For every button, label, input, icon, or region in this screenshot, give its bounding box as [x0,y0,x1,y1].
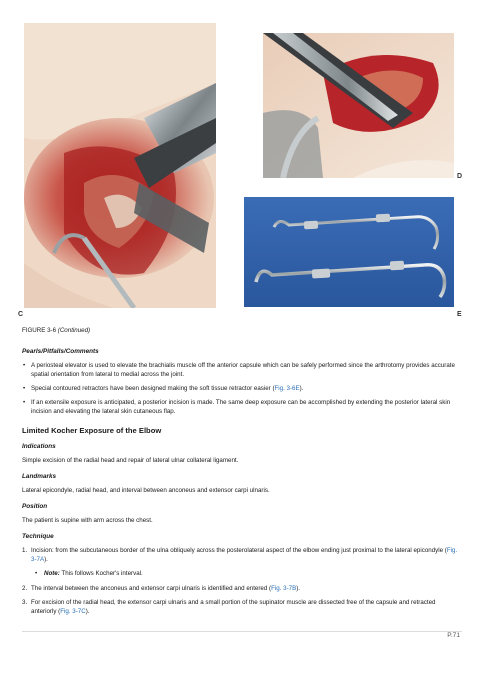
caption-label: FIGURE 3-6 [22,327,57,334]
body-content [22,347,462,621]
landmarks-text: Lateral epicondyle, radial head, and interval between anconeus and extensor carpi ulnaris. [22,487,270,494]
technique-steps [22,546,462,616]
position-text: The patient is supine with arm across the chest. [22,517,153,524]
list-item-text: Special contoured retractors have been designed making the soft tissue retractor easier ( [31,385,275,392]
step-text: The interval between the anconeus and extensor carpi ulnaris is identified and entered ( [31,585,272,592]
indications-text: Simple excision of the radial head and repair of lateral ulnar collateral ligament. [22,457,239,464]
figure-link[interactable]: Fig. 3-7C [60,608,86,615]
position-title: Position [22,503,48,510]
panel-letter-e: E [457,311,462,318]
list-item [22,361,462,379]
step-text: For excision of the radial head, the extensor carpi ulnaris and a small portion of the supinator muscle are dissected free of the capsule and retracted anteriorly ( [31,599,436,615]
surgical-photo-d [263,33,454,178]
technique-title: Technique [22,533,54,540]
surgical-photo-c [24,23,216,308]
step-item [22,598,462,616]
landmarks-title: Landmarks [22,473,57,480]
indications-title: Indications [22,443,56,450]
list-item-text: A periosteal elevator is used to elevate the brachialis muscle off the anterior capsule which can be safely performed since the arthrotomy provides accurate spatial orientation from lateral to medial across the joint. [31,362,455,378]
step-tail: ). [296,585,300,592]
retractor-photo-e [244,197,454,307]
step-item [22,546,462,564]
panel-letter-c: C [18,311,24,318]
step-number: 1. [22,547,28,554]
figure-link[interactable]: Fig. 3-7A [31,547,458,563]
list-item [22,398,462,416]
pearls-title: Pearls/Pitfalls/Comments [22,348,99,355]
list-item-text: If an extensile exposure is anticipated, a posterior incision is made. The same deep exposure can be accomplished by extending the posterior lateral skin incision and elevating the lateral skin cutaneous flap. [31,399,451,415]
note-text: This follows Kocher's interval. [59,570,143,577]
caption-suffix: (Continued) [57,327,91,334]
list-item [22,384,462,393]
note [22,569,462,578]
step-tail: ). [85,608,90,615]
figure-link[interactable]: Fig. 3-6E [274,385,300,392]
note-label: Note: [44,570,60,577]
step-tail: ). [44,556,48,563]
figure-caption [22,327,90,334]
pearls-list [22,361,462,416]
step-number: 2. [22,585,28,592]
footer-divider [22,631,462,632]
figure-link[interactable]: Fig. 3-7B [271,585,297,592]
section-title: Limited Kocher Exposure of the Elbow [22,426,162,435]
panel-letter-d: D [457,173,463,180]
step-number: 3. [22,599,28,606]
step-text: Incision: from the subcutaneous border of the ulna obliquely across the posterolateral aspect of the elbow ending just proximal to the lateral epicondyle ( [31,547,447,554]
list-item-tail: ). [299,385,304,392]
page-number: P.71 [447,632,460,639]
step-item [22,584,462,593]
